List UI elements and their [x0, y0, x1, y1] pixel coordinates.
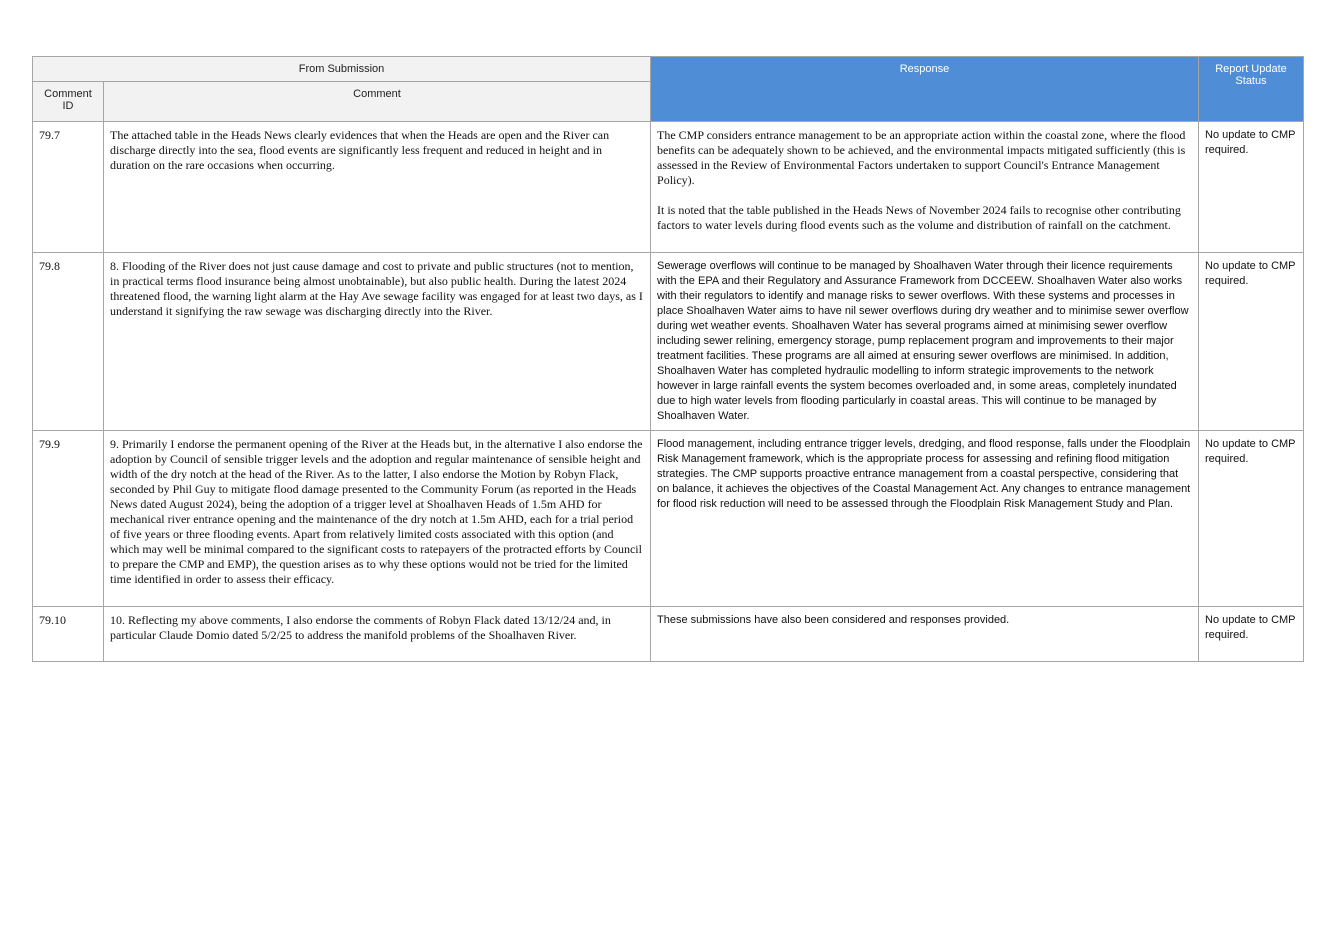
submissions-table — [32, 56, 1304, 662]
response-cell: Sewerage overflows will continue to be managed by Shoalhaven Water through their licence requirements with the EPA and their Regulatory and Assurance Framework from DCCEEW. Shoalhaven Water also works with their regulators to identify and manage risks to sewer overflows. With these systems and processes in place Shoalhaven Water aims to have nil sewer overflows during dry weather and to minimise sewer overflow during wet weather events. Shoalhaven Water has several programs aimed at minimising sewer overflow including sewer relining, emergency storage, pump replacement program and improvements to their major treatment facilities. These programs are all aimed at ensuring sewer overflows are minimised. In addition, Shoalhaven Water has completed hydraulic modelling to inform strategic improvements to the network however in large rainfall events the system becomes overloaded and, in some areas, completely inundated due to high water levels from flooding particularly in coastal areas. This will continue to be managed by Shoalhaven Water. — [651, 253, 1199, 431]
from-submission-header: From Submission — [33, 57, 651, 82]
status-header: Report Update Status — [1199, 57, 1304, 122]
comment-cell: 8. Flooding of the River does not just cause damage and cost to private and public structures (not to mention, in practical terms flood insurance being almost unobtainable), but also public health. During the latest 2024 threatened flood, the warning light alarm at the Hay Ave sewage facility was engaged for at least two days, as I understand it signifying the raw sewage was discharging directly into the River. — [104, 253, 651, 431]
status-cell: No update to CMP required. — [1199, 253, 1304, 431]
status-cell: No update to CMP required. — [1199, 431, 1304, 607]
status-cell: No update to CMP required. — [1199, 122, 1304, 253]
comment-cell: 9. Primarily I endorse the permanent opening of the River at the Heads but, in the alternative I also endorse the adoption by Council of sensible trigger levels and the adoption and regular maintenance of sensible height and width of the dry notch at the head of the River. As to the latter, I also endorse the Motion by Robyn Flack, seconded by Phil Guy to mitigate flood damage presented to the Community Forum (as reported in the Heads News dated August 2024), being the adoption of a trigger level at Shoalhaven Heads of 1.5m AHD for mechanical river entrance opening and the maintenance of the dry notch at 1.5m AHD, each for a trial period of five years or three flooding events. Apart from relatively limited costs associated with this option (and which may well be minimal compared to the significant costs to ratepayers of the protracted efforts by Council to prepare the CMP and EMP), the question arises as to why these options would not be tried for the limited time identified in order to assess their efficacy. — [104, 431, 651, 607]
response-paragraph: The CMP considers entrance management to be an appropriate action within the coastal zone, where the flood benefits can be adequately shown to be achieved, and the environmental impacts mitigated sufficiently (this is assessed in the Review of Environmental Factors undertaken to support Council's Entrance Management Policy). — [657, 128, 1186, 187]
response-header: Response — [651, 57, 1199, 122]
table-row — [33, 122, 1304, 253]
comment-cell: 10. Reflecting my above comments, I also endorse the comments of Robyn Flack dated 13/12/24 and, in particular Claude Domio dated 5/2/25 to address the manifold problems of the Shoalhaven River. — [104, 607, 651, 662]
table-row — [33, 253, 1304, 431]
comment-id-header: Comment ID — [33, 82, 104, 122]
comment-id-cell: 79.9 — [33, 431, 104, 607]
table-row — [33, 431, 1304, 607]
response-cell — [651, 122, 1199, 253]
status-cell: No update to CMP required. — [1199, 607, 1304, 662]
comment-header: Comment — [104, 82, 651, 122]
comment-id-cell: 79.7 — [33, 122, 104, 253]
response-cell: Flood management, including entrance trigger levels, dredging, and flood response, falls under the Floodplain Risk Management framework, which is the appropriate process for assessing and refining flood mitigation strategies. The CMP supports proactive entrance management from a coastal perspective, considering that on balance, it achieves the objectives of the Coastal Management Act. Any changes to entrance management for flood risk reduction will need to be assessed through the Floodplain Risk Management Study and Plan. — [651, 431, 1199, 607]
comment-id-cell: 79.8 — [33, 253, 104, 431]
response-paragraph: It is noted that the table published in the Heads News of November 2024 fails to recognise other contributing factors to water levels during flood events such as the volume and distribution of rainfall on the catchment. — [657, 203, 1181, 232]
header-row-top — [33, 57, 1304, 82]
comment-cell: The attached table in the Heads News clearly evidences that when the Heads are open and the River can discharge directly into the sea, flood events are significantly less frequent and reduced in height and in duration on the rare occasions when occurring. — [104, 122, 651, 253]
response-cell: These submissions have also been considered and responses provided. — [651, 607, 1199, 662]
table-row — [33, 607, 1304, 662]
comment-id-cell: 79.10 — [33, 607, 104, 662]
